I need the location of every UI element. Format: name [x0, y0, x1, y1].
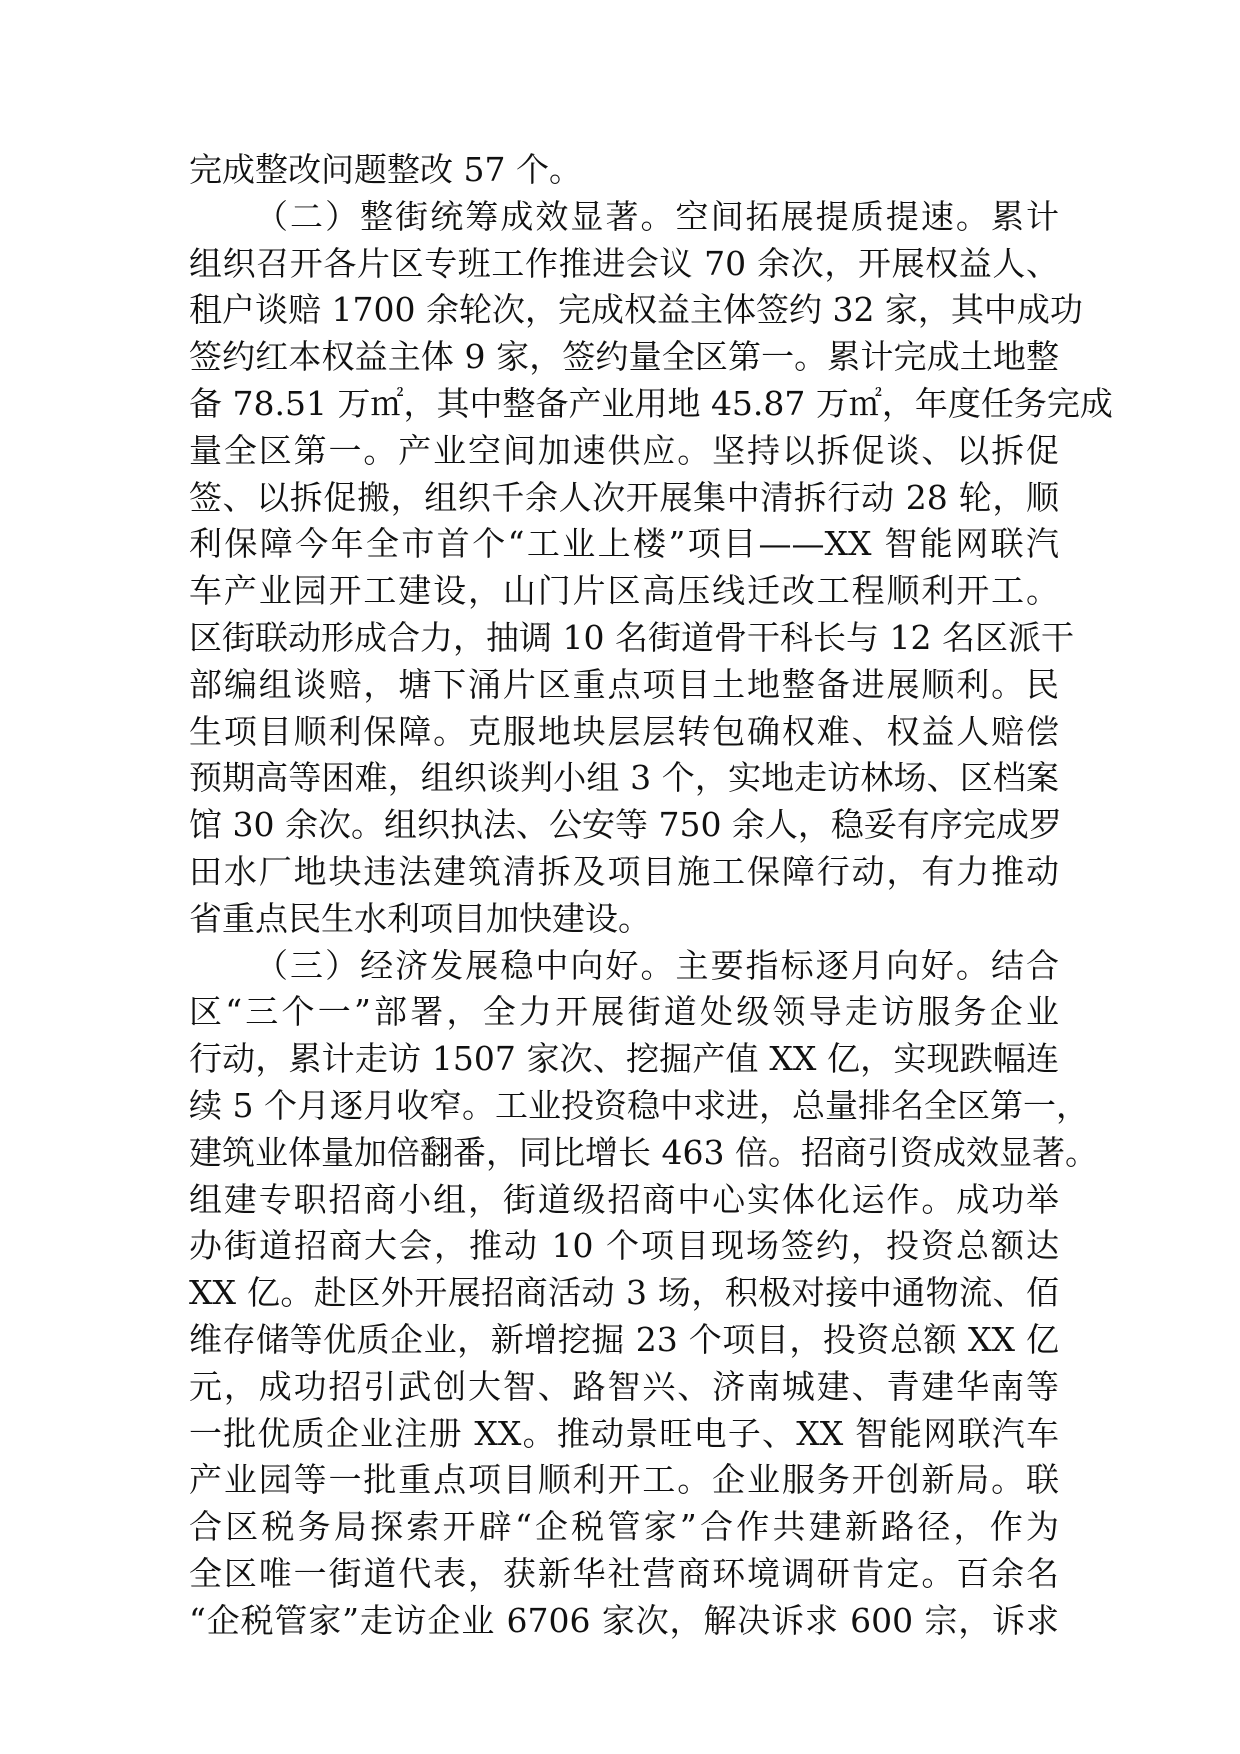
- text-line: 省重点民生水利项目加快建设。: [189, 898, 651, 938]
- text-line: 组织召开各片区专班工作推进会议 70 余次，开展权益人、: [189, 243, 1059, 283]
- text-line: 续 5 个月逐月收窄。工业投资稳中求进，总量排名全区第一，: [189, 1085, 1089, 1125]
- text-line: 合区税务局探索开辟“企税管家”合作共建新路径，作为: [189, 1507, 1059, 1547]
- body-text: [189, 147, 1113, 1645]
- text-line: 元，成功招引武创大智、路智兴、济南城建、青建华南等: [189, 1366, 1059, 1406]
- text-line: 行动，累计走访 1507 家次、挖掘产值 XX 亿，实现跌幅连: [189, 1039, 1059, 1079]
- text-line: 利保障今年全市首个“工业上楼”项目——XX 智能网联汽: [189, 524, 1059, 564]
- text-line: 办街道招商大会，推动 10 个项目现场签约，投资总额达: [189, 1226, 1059, 1266]
- text-line: 量全区第一。产业空间加速供应。坚持以拆促谈、以拆促: [189, 430, 1059, 470]
- text-line: （二）整街统筹成效显著。空间拓展提质提速。累计: [255, 196, 1059, 236]
- text-line: 区“三个一”部署，全力开展街道处级领导走访服务企业: [189, 992, 1059, 1032]
- text-line: （三）经济发展稳中向好。主要指标逐月向好。结合: [255, 945, 1059, 985]
- text-line: 租户谈赔 1700 余轮次，完成权益主体签约 32 家，其中成功: [189, 290, 1083, 330]
- text-line: XX 亿。赴区外开展招商活动 3 场，积极对接中通物流、佰: [189, 1273, 1059, 1313]
- text-line: 组建专职招商小组，街道级招商中心实体化运作。成功举: [189, 1179, 1059, 1219]
- text-line: 建筑业体量加倍翻番，同比增长 463 倍。招商引资成效显著。: [189, 1132, 1098, 1172]
- text-line: 完成整改问题整改 57 个。: [189, 150, 582, 189]
- text-line: 签、以拆促搬，组织千余人次开展集中清拆行动 28 轮，顺: [189, 477, 1059, 517]
- text-line: 部编组谈赔，塘下涌片区重点项目土地整备进展顺利。民: [189, 664, 1059, 704]
- text-line: 签约红本权益主体 9 家，签约量全区第一。累计完成土地整: [189, 337, 1059, 377]
- text-line: 预期高等困难，组织谈判小组 3 个，实地走访林场、区档案: [189, 758, 1059, 798]
- text-line: 田水厂地块违法建筑清拆及项目施工保障行动，有力推动: [189, 851, 1059, 891]
- text-line: 区街联动形成合力，抽调 10 名街道骨干科长与 12 名区派干: [189, 617, 1074, 657]
- text-line: 全区唯一街道代表，获新华社营商环境调研肯定。百余名: [189, 1553, 1059, 1593]
- text-line: 产业园等一批重点项目顺利开工。企业服务开创新局。联: [189, 1460, 1059, 1500]
- text-line: “企税管家”走访企业 6706 家次，解决诉求 600 宗，诉求: [189, 1600, 1059, 1640]
- text-line: 一批优质企业注册 XX。推动景旺电子、XX 智能网联汽车: [189, 1413, 1059, 1453]
- text-line: 维存储等优质企业，新增挖掘 23 个项目，投资总额 XX 亿: [189, 1319, 1059, 1359]
- text-line: 馆 30 余次。组织执法、公安等 750 余人，稳妥有序完成罗: [189, 805, 1062, 845]
- text-line: 备 78.51 万㎡，其中整备产业用地 45.87 万㎡，年度任务完成: [189, 383, 1113, 423]
- text-line: 生项目顺利保障。克服地块层层转包确权难、权益人赔偿: [189, 711, 1059, 751]
- text-line: 车产业园开工建设，山门片区高压线迁改工程顺利开工。: [189, 571, 1059, 611]
